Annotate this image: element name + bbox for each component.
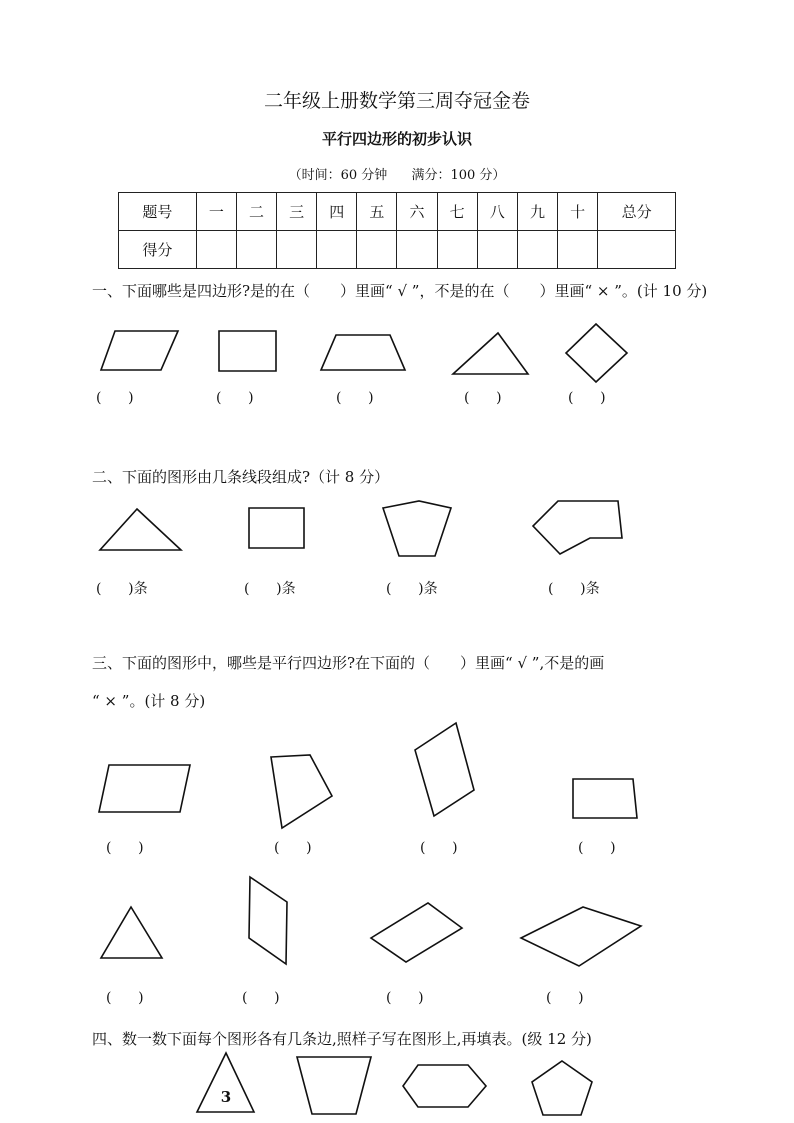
s3-trapezoid-right: [570, 776, 642, 822]
s1-triangle: [450, 330, 532, 378]
section2-prompt: 二、下面的图形由几条线段组成?（计 8 分）: [92, 468, 390, 486]
s1-answer-5[interactable]: ( ): [568, 390, 606, 406]
s1-answer-4[interactable]: ( ): [464, 390, 502, 406]
score-table-cell: 六: [397, 193, 437, 231]
s1-parallelogram: [98, 328, 182, 374]
s1-rectangle: [216, 328, 280, 374]
s3-triangle: [98, 904, 166, 962]
s3-parallelogram-long: [516, 904, 646, 970]
s3-parallelogram-tilted: [412, 720, 478, 820]
s3-answer-3[interactable]: ( ): [420, 840, 458, 856]
s3-answer-4[interactable]: ( ): [578, 840, 616, 856]
s1-answer-1[interactable]: ( ): [96, 390, 134, 406]
s2-pentagon: [377, 498, 455, 560]
score-table-cell: 七: [437, 193, 477, 231]
s3-answer-5[interactable]: ( ): [106, 990, 144, 1006]
s3-answer-2[interactable]: ( ): [274, 840, 312, 856]
s4-trapezoid-inverted: [294, 1054, 374, 1118]
s3-answer-8[interactable]: ( ): [546, 990, 584, 1006]
s2-triangle: [97, 506, 185, 554]
score-input-cell[interactable]: [477, 231, 517, 269]
section4-prompt: 四、数一数下面每个图形各有几条边,照样子写在图形上,再填表。(级 12 分): [92, 1030, 592, 1048]
s2-answer-1[interactable]: ( )条: [96, 581, 148, 597]
score-input-cell[interactable]: [196, 231, 236, 269]
s2-hexagon-concave: [530, 498, 626, 558]
s3-parallelogram-wide: [96, 760, 194, 816]
score-table-cell: 题号: [119, 193, 197, 231]
score-table-cell: 十: [558, 193, 598, 231]
score-input-cell[interactable]: [437, 231, 477, 269]
s2-answer-2[interactable]: ( )条: [244, 581, 296, 597]
s4-hexagon: [400, 1062, 490, 1110]
s3-answer-6[interactable]: ( ): [242, 990, 280, 1006]
page-title: 二年级上册数学第三周夺冠金卷: [263, 90, 530, 112]
score-table-cell: 一: [196, 193, 236, 231]
score-table-cell: 四: [317, 193, 357, 231]
score-table-cell: 八: [477, 193, 517, 231]
score-table-cell: 五: [357, 193, 397, 231]
score-table-score-row: [119, 231, 676, 269]
s1-rhombus: [563, 321, 631, 385]
score-table-cell: 九: [517, 193, 557, 231]
s1-answer-2[interactable]: ( ): [216, 390, 254, 406]
s3-answer-7[interactable]: ( ): [386, 990, 424, 1006]
s3-rhombus-slanted: [368, 900, 466, 966]
section3-prompt-line1: 三、下面的图形中，哪些是平行四边形?在下面的（ ）里画“ √ ”,不是的画: [92, 654, 605, 672]
s4-example-side-count: 3: [220, 1088, 232, 1106]
s1-answer-3[interactable]: ( ): [336, 390, 374, 406]
score-input-cell[interactable]: [236, 231, 276, 269]
score-input-cell[interactable]: [357, 231, 397, 269]
s3-quadrilateral-irregular: [268, 752, 336, 832]
score-input-cell[interactable]: [558, 231, 598, 269]
s4-triangle-example: [194, 1050, 258, 1116]
section1-prompt: 一、下面哪些是四边形?是的在（ ）里画“ √ ”，不是的在（ ）里画“ × ”。(计 10 分): [92, 282, 708, 300]
s3-parallelogram-vertical: [244, 874, 292, 968]
s2-rectangle: [246, 505, 308, 551]
s2-answer-3[interactable]: ( )条: [386, 581, 438, 597]
section3-prompt-line2: “ × ”。(计 8 分): [92, 692, 206, 710]
s2-answer-4[interactable]: ( )条: [548, 581, 600, 597]
exam-meta: [0, 164, 794, 183]
s1-trapezoid: [318, 332, 408, 374]
s3-answer-1[interactable]: ( ): [106, 840, 144, 856]
time-limit: （时间：60 分钟: [288, 168, 388, 183]
score-table-cell: 总分: [598, 193, 676, 231]
score-table-header-row: [119, 193, 676, 231]
score-input-cell[interactable]: [598, 231, 676, 269]
score-input-cell[interactable]: [277, 231, 317, 269]
score-input-cell[interactable]: [397, 231, 437, 269]
score-table-cell: 三: [277, 193, 317, 231]
score-table-cell: 得分: [119, 231, 197, 269]
score-table-cell: 二: [236, 193, 276, 231]
score-input-cell[interactable]: [317, 231, 357, 269]
page-subtitle: 平行四边形的初步认识: [321, 130, 472, 148]
full-score: 满分：100 分）: [411, 168, 506, 183]
s4-pentagon: [528, 1058, 596, 1118]
score-input-cell[interactable]: [517, 231, 557, 269]
score-table: [118, 192, 676, 269]
